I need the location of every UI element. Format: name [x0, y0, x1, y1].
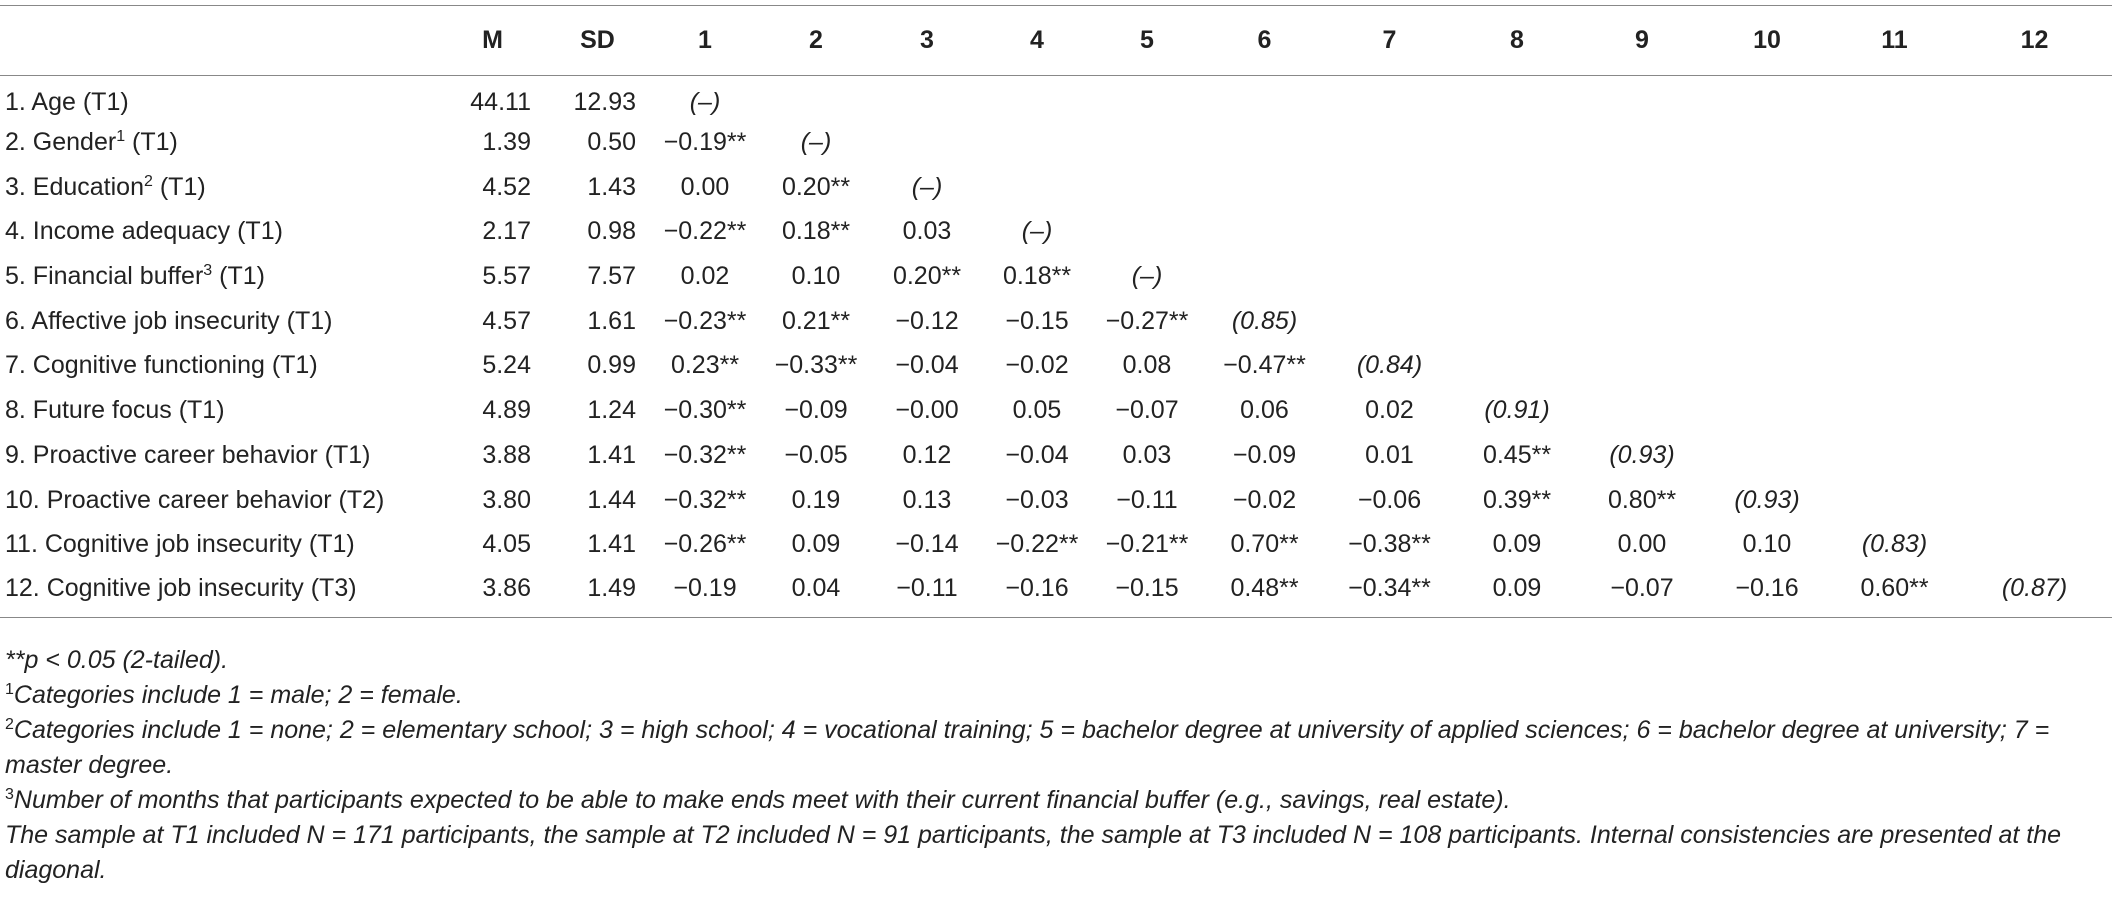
- variable-label: [0, 120, 440, 165]
- mean-cell: 4.57: [482, 306, 531, 335]
- correlation-cell: 0.18**: [781, 217, 851, 246]
- variable-label: [0, 522, 440, 567]
- empty-cell: [1327, 165, 1452, 210]
- footnote-marker: 2: [144, 172, 153, 190]
- empty-cell: [1092, 165, 1202, 210]
- sd-cell: 1.43: [587, 172, 636, 201]
- variable-name: 12. Cognitive job insecurity: [5, 574, 304, 603]
- correlation-cell: −0.11: [1116, 485, 1178, 514]
- footnote-marker: 3: [203, 262, 213, 280]
- empty-cell: [1092, 120, 1202, 165]
- footnote-mark-3: 3: [5, 786, 14, 803]
- empty-cell: [1327, 76, 1452, 121]
- variable-name: 8. Future focus: [5, 396, 172, 425]
- correlation-cell: 0.60**: [1832, 567, 1957, 617]
- correlation-cell: −0.22**: [663, 217, 747, 246]
- sd-cell: 0.50: [587, 128, 636, 157]
- empty-cell: [1582, 344, 1702, 389]
- correlation-cell: 0.18**: [1002, 262, 1072, 291]
- mean-cell: 4.05: [482, 530, 531, 559]
- sd-cell: 1.41: [587, 440, 636, 469]
- correlation-cell: −0.27**: [1105, 306, 1189, 335]
- correlation-cell: 0.45**: [1482, 440, 1552, 469]
- sd-cell: 1.49: [545, 567, 650, 617]
- correlation-cell: −0.04: [1005, 440, 1069, 469]
- empty-cell: [1832, 299, 1957, 344]
- correlation-cell: −0.06: [1357, 485, 1422, 514]
- variable-timepoint: (T2): [331, 485, 385, 514]
- diagonal-cell: (0.91): [1484, 396, 1550, 425]
- correlation-cell: −0.32**: [663, 440, 747, 469]
- empty-cell: [1832, 76, 1957, 121]
- correlation-cell: −0.32**: [663, 485, 747, 514]
- table-row: [0, 433, 2112, 478]
- empty-cell: [1957, 120, 2112, 165]
- correlation-cell: 0.00: [1617, 530, 1667, 559]
- correlation-cell: 0.10: [791, 262, 841, 291]
- empty-cell: [1452, 76, 1582, 121]
- header-col-12: 12: [1957, 6, 2112, 76]
- footnote-mark-2: 2: [5, 716, 14, 733]
- mean-cell: 5.24: [482, 351, 531, 380]
- variable-timepoint: (T1): [75, 87, 129, 116]
- correlation-cell: −0.04: [895, 351, 959, 380]
- variable-timepoint: (T1): [212, 262, 265, 291]
- correlation-cell: −0.09: [784, 396, 848, 425]
- empty-cell: [1702, 433, 1832, 478]
- header-col-7: 7: [1327, 6, 1452, 76]
- variable-name: 5. Financial buffer: [5, 262, 204, 291]
- correlation-cell: 0.06: [1240, 396, 1289, 425]
- footnote-marker: 1: [116, 128, 126, 146]
- correlation-cell: −0.22**: [995, 530, 1079, 559]
- correlation-cell: 0.03: [902, 217, 952, 246]
- variable-timepoint: (T1): [264, 351, 318, 380]
- empty-cell: [1702, 344, 1832, 389]
- footnote-text-2: Categories include 1 = none; 2 = elementary school; 3 = high school; 4 = vocational training; 5 = bachelor degree at university of applied sciences; 6 = bachelor degree at university; 7 = master degree.: [5, 716, 2050, 779]
- header-col-8: 8: [1452, 6, 1582, 76]
- empty-cell: [1702, 210, 1832, 255]
- empty-cell: [1832, 120, 1957, 165]
- variable-timepoint: (T1): [230, 217, 283, 246]
- header-col-4: 4: [982, 6, 1092, 76]
- mean-cell: 4.89: [482, 396, 531, 425]
- empty-cell: [1957, 522, 2112, 567]
- header-col-11: 11: [1832, 6, 1957, 76]
- header-col-sd: SD: [545, 6, 650, 76]
- correlation-cell: 0.04: [760, 567, 872, 617]
- correlation-cell: −0.11: [872, 567, 982, 617]
- variable-label: [0, 433, 440, 478]
- correlation-cell: 0.80**: [1607, 485, 1677, 514]
- correlation-cell: 0.01: [1365, 440, 1414, 469]
- note-sample: The sample at T1 included N = 171 participants, the sample at T2 included N = 91 participants, the sample at T3 included N = 108 participants. Internal consistencies are presented at the diagonal.: [5, 821, 2062, 884]
- correlation-cell: −0.47**: [1223, 351, 1306, 380]
- empty-cell: [1957, 433, 2112, 478]
- diagonal-cell: (0.84): [1356, 351, 1423, 380]
- variable-timepoint: (T1): [317, 440, 371, 469]
- variable-timepoint: (T1): [171, 396, 225, 425]
- empty-cell: [760, 76, 872, 121]
- correlation-cell: −0.38**: [1348, 530, 1431, 559]
- empty-cell: [1832, 254, 1957, 299]
- empty-cell: [1582, 76, 1702, 121]
- variable-name: 9. Proactive career behavior: [5, 440, 318, 469]
- variable-label: [0, 254, 440, 299]
- empty-cell: [982, 165, 1092, 210]
- empty-cell: [1452, 254, 1582, 299]
- empty-cell: [1582, 388, 1702, 433]
- correlation-cell: −0.03: [1005, 485, 1069, 514]
- empty-cell: [1957, 344, 2112, 389]
- empty-cell: [1582, 120, 1702, 165]
- header-col-10: 10: [1702, 6, 1832, 76]
- correlation-cell: 0.05: [1012, 396, 1062, 425]
- correlation-cell: 0.02: [1365, 396, 1414, 425]
- table-body: [0, 76, 2112, 618]
- correlation-cell: −0.07: [1115, 396, 1179, 425]
- correlation-cell: 0.20**: [781, 172, 851, 201]
- empty-cell: [1702, 388, 1832, 433]
- table-row: [0, 120, 2112, 165]
- correlation-cell: 0.09: [1452, 567, 1582, 617]
- mean-cell: 4.52: [482, 172, 531, 201]
- correlation-table-container: [0, 5, 2112, 618]
- empty-cell: [1327, 120, 1452, 165]
- empty-cell: [1832, 478, 1957, 523]
- variable-label: [0, 388, 440, 433]
- header-col-5: 5: [1092, 6, 1202, 76]
- mean-cell: 3.86: [440, 567, 545, 617]
- correlation-cell: −0.07: [1582, 567, 1702, 617]
- table-header-row: [0, 6, 2112, 76]
- mean-cell: 44.11: [470, 87, 531, 116]
- sd-cell: 7.57: [587, 262, 636, 291]
- empty-cell: [1832, 165, 1957, 210]
- correlation-cell: 0.08: [1122, 351, 1172, 380]
- correlation-cell: −0.19**: [663, 128, 747, 157]
- empty-cell: [1832, 210, 1957, 255]
- correlation-cell: −0.16: [1702, 567, 1832, 617]
- correlation-cell: −0.23**: [663, 306, 747, 335]
- mean-cell: 3.88: [482, 440, 531, 469]
- diagonal-cell: (0.93): [1734, 485, 1800, 514]
- diagonal-cell: (–): [1131, 262, 1163, 291]
- correlation-cell: −0.33**: [774, 351, 858, 380]
- correlation-cell: 0.09: [791, 530, 841, 559]
- variable-name: 3. Education: [5, 172, 144, 201]
- header-col-m: M: [440, 6, 545, 76]
- variable-name: 7. Cognitive functioning: [5, 351, 265, 380]
- table-row: [0, 478, 2112, 523]
- variable-name: 1. Age: [5, 87, 76, 116]
- correlation-table: [0, 5, 2112, 618]
- correlation-cell: −0.15: [1092, 567, 1202, 617]
- correlation-cell: −0.15: [1005, 306, 1069, 335]
- mean-cell: 5.57: [482, 262, 531, 291]
- table-notes: [5, 643, 2110, 888]
- table-row: [0, 254, 2112, 299]
- correlation-cell: 0.12: [902, 440, 952, 469]
- empty-cell: [872, 120, 982, 165]
- variable-name: 2. Gender: [5, 128, 117, 157]
- variable-timepoint: (T1): [301, 530, 355, 559]
- sd-cell: 0.98: [587, 217, 636, 246]
- empty-cell: [1327, 299, 1452, 344]
- footnote-text-3: Number of months that participants expected to be able to make ends meet with their current financial buffer (e.g., savings, real estate).: [13, 786, 1511, 814]
- footnote-mark-1: 1: [5, 681, 14, 698]
- correlation-cell: −0.30**: [663, 396, 747, 425]
- empty-cell: [1957, 299, 2112, 344]
- table-row: [0, 522, 2112, 567]
- empty-cell: [982, 76, 1092, 121]
- correlation-cell: −0.34**: [1327, 567, 1452, 617]
- table-row: [0, 567, 2112, 617]
- correlation-cell: −0.26**: [663, 530, 747, 559]
- correlation-cell: 0.02: [680, 262, 730, 291]
- table-row: [0, 76, 2112, 121]
- correlation-cell: −0.02: [1232, 485, 1297, 514]
- correlation-cell: 0.19: [791, 485, 841, 514]
- empty-cell: [1957, 254, 2112, 299]
- mean-cell: 2.17: [482, 217, 531, 246]
- empty-cell: [1092, 210, 1202, 255]
- diagonal-cell: (0.87): [1957, 567, 2112, 617]
- variable-label: [0, 567, 440, 617]
- header-col-9: 9: [1582, 6, 1702, 76]
- correlation-cell: −0.21**: [1105, 530, 1189, 559]
- correlation-cell: 0.39**: [1482, 485, 1552, 514]
- empty-cell: [1702, 76, 1832, 121]
- empty-cell: [982, 120, 1092, 165]
- empty-cell: [1957, 478, 2112, 523]
- empty-cell: [1702, 120, 1832, 165]
- empty-cell: [1957, 210, 2112, 255]
- empty-cell: [1452, 299, 1582, 344]
- empty-cell: [1832, 388, 1957, 433]
- diagonal-cell: (–): [689, 87, 721, 116]
- correlation-cell: −0.12: [895, 306, 959, 335]
- diagonal-cell: (0.85): [1231, 306, 1298, 335]
- correlation-cell: −0.00: [895, 396, 959, 425]
- variable-label: [0, 478, 440, 523]
- correlation-cell: 0.09: [1492, 530, 1542, 559]
- correlation-cell: −0.05: [784, 440, 848, 469]
- empty-cell: [1702, 254, 1832, 299]
- empty-cell: [1452, 210, 1582, 255]
- note-significance: **p < 0.05 (2-tailed).: [5, 646, 229, 674]
- empty-cell: [1327, 210, 1452, 255]
- sd-cell: 0.99: [587, 351, 636, 380]
- correlation-cell: −0.16: [982, 567, 1092, 617]
- correlation-cell: 0.03: [1122, 440, 1172, 469]
- diagonal-cell: (–): [1021, 217, 1053, 246]
- empty-cell: [1092, 76, 1202, 121]
- table-row: [0, 344, 2112, 389]
- correlation-cell: 0.10: [1742, 530, 1792, 559]
- sd-cell: 1.24: [587, 396, 636, 425]
- correlation-cell: 0.13: [902, 485, 952, 514]
- diagonal-cell: (0.83): [1861, 530, 1928, 559]
- empty-cell: [1957, 165, 2112, 210]
- header-col-6: 6: [1202, 6, 1327, 76]
- empty-cell: [1452, 120, 1582, 165]
- sd-cell: 1.44: [587, 485, 636, 514]
- variable-name: 10. Proactive career behavior: [5, 485, 332, 514]
- header-col-2: 2: [760, 6, 872, 76]
- variable-label: [0, 344, 440, 389]
- mean-cell: 1.39: [482, 128, 531, 157]
- header-col-1: 1: [650, 6, 760, 76]
- table-row: [0, 210, 2112, 255]
- variable-label: [0, 165, 440, 210]
- variable-name: 6. Affective job insecurity: [5, 306, 280, 335]
- variable-label: [0, 299, 440, 344]
- empty-cell: [1202, 165, 1327, 210]
- variable-name: 4. Income adequacy: [5, 217, 231, 246]
- variable-label: [0, 210, 440, 255]
- diagonal-cell: (0.93): [1609, 440, 1675, 469]
- note-footnote-2: [5, 713, 2110, 783]
- empty-cell: [1582, 210, 1702, 255]
- correlation-cell: 0.21**: [781, 306, 851, 335]
- variable-timepoint: (T1): [125, 128, 178, 157]
- empty-cell: [1582, 165, 1702, 210]
- empty-cell: [1327, 254, 1452, 299]
- empty-cell: [1702, 299, 1832, 344]
- empty-cell: [1202, 76, 1327, 121]
- table-row: [0, 388, 2112, 433]
- diagonal-cell: (–): [800, 128, 832, 157]
- empty-cell: [1957, 76, 2112, 121]
- empty-cell: [1452, 344, 1582, 389]
- empty-cell: [1957, 388, 2112, 433]
- empty-cell: [1582, 254, 1702, 299]
- empty-cell: [1202, 210, 1327, 255]
- correlation-cell: −0.09: [1232, 440, 1297, 469]
- note-footnote-3: [5, 783, 2110, 818]
- empty-cell: [1202, 254, 1327, 299]
- empty-cell: [1202, 120, 1327, 165]
- header-col-3: 3: [872, 6, 982, 76]
- empty-cell: [1832, 344, 1957, 389]
- empty-cell: [1832, 433, 1957, 478]
- correlation-cell: 0.48**: [1202, 567, 1327, 617]
- note-footnote-1: [5, 678, 2110, 713]
- empty-cell: [872, 76, 982, 121]
- variable-label: [0, 76, 440, 121]
- table-row: [0, 165, 2112, 210]
- sd-cell: 1.41: [587, 530, 636, 559]
- empty-cell: [1582, 299, 1702, 344]
- correlation-cell: 0.00: [680, 172, 730, 201]
- correlation-cell: 0.20**: [892, 262, 962, 291]
- correlation-cell: 0.23**: [670, 351, 740, 380]
- table-row: [0, 299, 2112, 344]
- variable-timepoint: (T1): [279, 306, 333, 335]
- correlation-cell: −0.14: [895, 530, 959, 559]
- sd-cell: 1.61: [587, 306, 636, 335]
- header-variable: [0, 6, 440, 76]
- variable-name: 11. Cognitive job insecurity: [5, 530, 302, 559]
- sd-cell: 12.93: [573, 87, 636, 116]
- correlation-cell: −0.19: [650, 567, 760, 617]
- empty-cell: [1702, 165, 1832, 210]
- footnote-text-1: Categories include 1 = male; 2 = female.: [13, 681, 463, 709]
- correlation-cell: 0.70**: [1230, 530, 1299, 559]
- mean-cell: 3.80: [482, 485, 531, 514]
- diagonal-cell: (–): [911, 172, 943, 201]
- empty-cell: [1452, 165, 1582, 210]
- variable-timepoint: (T3): [303, 574, 357, 603]
- correlation-cell: −0.02: [1005, 351, 1069, 380]
- variable-timepoint: (T1): [152, 172, 206, 201]
